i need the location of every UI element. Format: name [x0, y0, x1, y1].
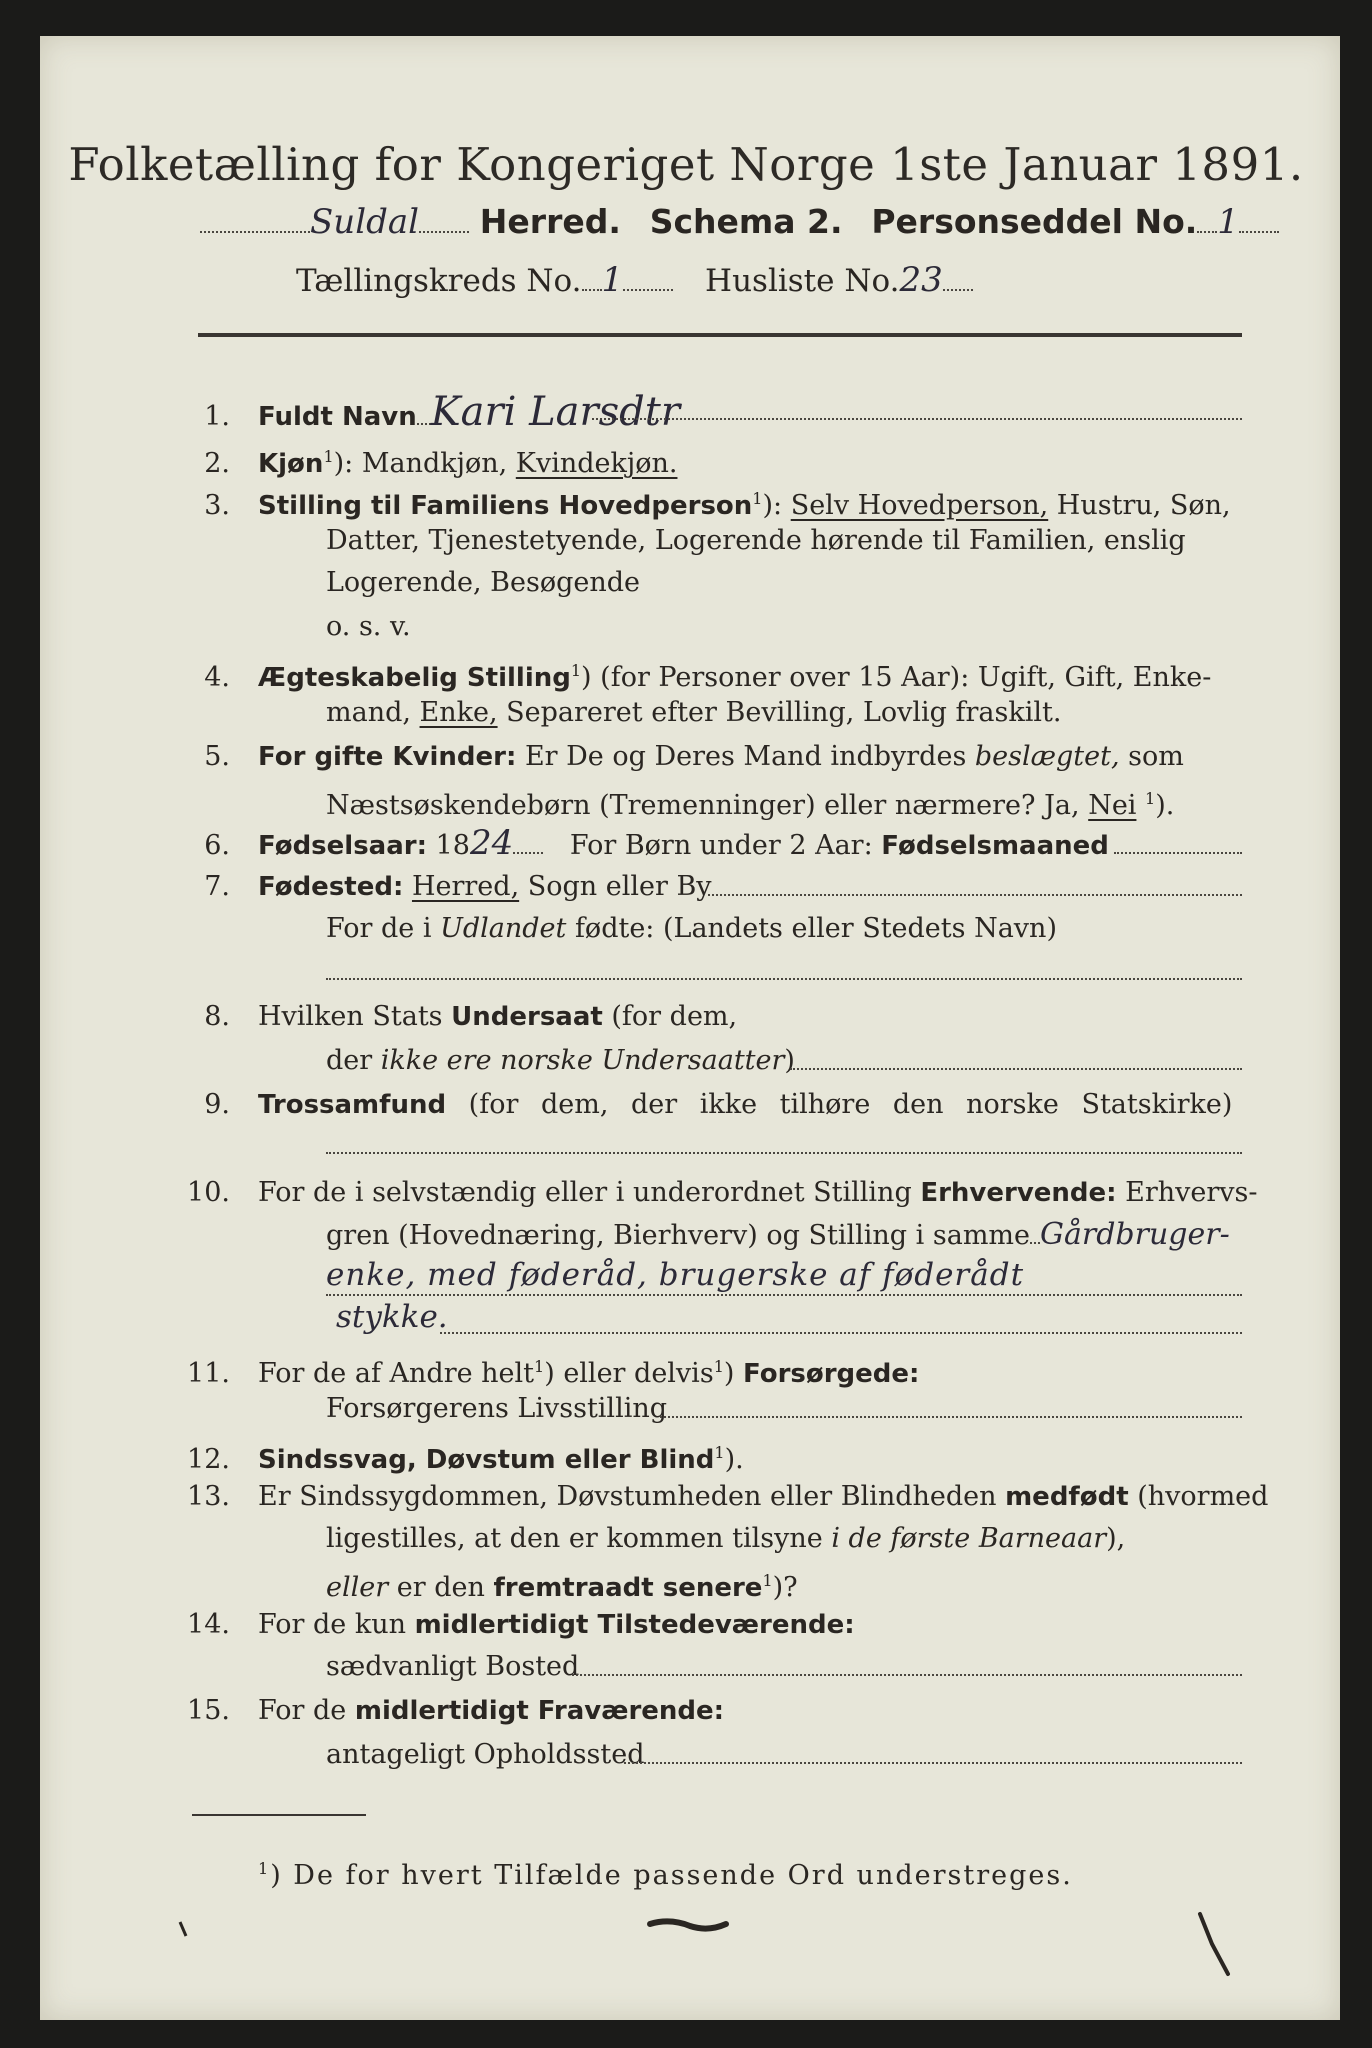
q7-line2: For de i Udlandet fødte: (Landets eller Stedets Navn): [326, 913, 1057, 944]
q13-line2: ligestilles, at den er kommen tilsyne i de første Barneaar),: [326, 1523, 1126, 1554]
husliste-value: 23: [899, 260, 943, 300]
question-10: 10. For de i selvstændig eller i underordnet Stilling Erhvervende: Erhvervs-: [187, 1177, 1258, 1208]
question-5: 5. For gifte Kvinder: Er De og Deres Mand indbyrdes beslægtet, som: [204, 741, 1184, 772]
kreds-label: Tællingskreds No.: [296, 263, 582, 299]
q10-value-1: Gårdbruger-: [1040, 1217, 1230, 1252]
herred-value: Suldal: [310, 202, 419, 242]
q14-line2: sædvanligt Bosted: [326, 1651, 580, 1682]
personseddel-label: Personseddel No.: [871, 202, 1198, 241]
q2-selected: Kvindekjøn.: [515, 448, 678, 479]
husliste-label: Husliste No.: [705, 263, 900, 299]
question-8: 8. Hvilken Stats Undersaat (for dem,: [204, 1001, 738, 1032]
q7-selected: Herred,: [411, 871, 520, 902]
q10-value-2: enke, med føderåd, brugerske af føderådt: [326, 1257, 1025, 1293]
q10-value-3: stykke.: [336, 1299, 448, 1335]
schema-label: Schema 2.: [649, 202, 843, 241]
question-3: 3. Stilling til Familiens Hovedperson$^1$): Selv Hovedperson, Hustru, Søn,: [204, 489, 1231, 521]
form-title: Folketælling for Kongeriget Norge 1ste Januar 1891.: [68, 138, 1304, 191]
question-12: 12. Sindssvag, Døvstum eller Blind$^1$).: [187, 1443, 744, 1475]
question-2: 2. Kjøn$^1$): Mandkjøn, Kvindekjøn.: [204, 447, 678, 479]
question-15: 15. For de midlertidigt Fraværende:: [187, 1695, 725, 1726]
question-1: 1. Fuldt Navn Kari Larsdtr: [204, 389, 680, 435]
q8-line2: der ikke ere norske Undersaatter): [326, 1045, 795, 1076]
q1-label: Fuldt Navn: [258, 402, 417, 432]
footnote: $^1$) De for hvert Tilfælde passende Ord understreges.: [258, 1859, 1073, 1891]
q4-line2: mand, Enke, Separeret efter Bevilling, Lovlig fraskilt.: [326, 697, 1062, 728]
question-7: 7. Fødested: Herred, Sogn eller By: [204, 871, 712, 902]
kreds-value: 1: [601, 260, 624, 300]
question-14: 14. For de kun midlertidigt Tilstedeværende:: [187, 1609, 855, 1640]
q1-value: Kari Larsdtr: [430, 389, 680, 435]
q5-selected: Nei: [1088, 790, 1137, 821]
question-13: 13. Er Sindssygdommen, Døvstumheden eller Blindheden medfødt (hvormed: [187, 1481, 1269, 1512]
q6-value: 24: [469, 823, 514, 863]
herred-label: Herred.: [479, 202, 621, 241]
q3-selected: Selv Hovedperson,: [790, 490, 1049, 521]
q3-line2: Datter, Tjenestetyende, Logerende hørende til Familien, enslig: [326, 525, 1186, 556]
q4-selected: Enke,: [419, 697, 498, 728]
question-4: 4. Ægteskabelig Stilling$^1$) (for Personer over 15 Aar): Ugift, Gift, Enke-: [204, 661, 1212, 693]
q10-line2: gren (Hovednæring, Bierhverv) og Stilling i samme Gårdbruger-: [326, 1217, 1230, 1252]
q11-line2: Forsørgerens Livsstilling: [326, 1393, 668, 1424]
question-11: 11. For de af Andre helt$^1$) eller delvis$^1$) Forsørgede:: [187, 1357, 920, 1389]
personseddel-value: 1: [1217, 202, 1239, 242]
q15-line2: antageligt Opholdssted: [326, 1739, 645, 1770]
question-9: 9. Trossamfund (for dem, der ikke tilhøre den norske Statskirke): [204, 1089, 1233, 1120]
q3-line3: Logerende, Besøgende: [326, 567, 640, 598]
q5-line2: Næstsøskendebørn (Tremenninger) eller nærmere? Ja, Nei $^1$).: [326, 789, 1175, 821]
q3-line4: o. s. v.: [326, 611, 411, 642]
q13-line3: eller er den fremtraadt senere$^1$)?: [326, 1571, 798, 1603]
question-6: 6. Fødselsaar: 1824 For Børn under 2 Aar: Fødselsmaaned: [204, 823, 1109, 863]
